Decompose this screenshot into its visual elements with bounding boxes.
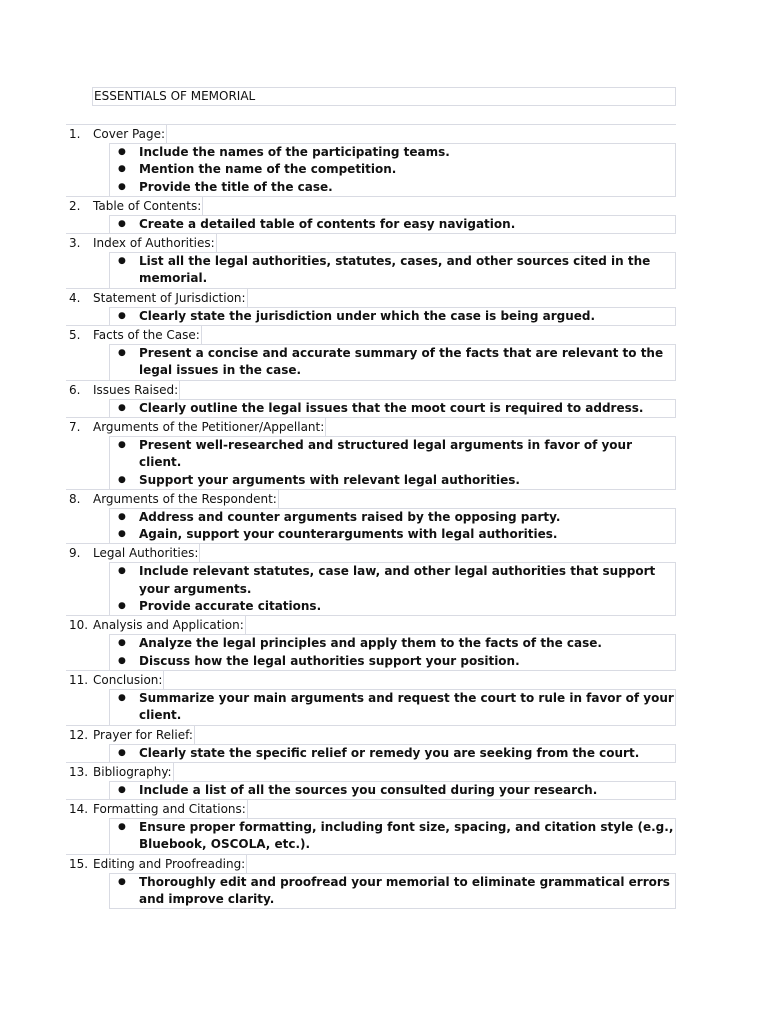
section-number: 7. <box>69 419 81 434</box>
bullet-icon: ● <box>118 218 126 229</box>
document-title: ESSENTIALS OF MEMORIAL <box>92 87 676 106</box>
list-item <box>110 253 675 288</box>
list-item-text: Address and counter arguments raised by the opposing party. <box>139 509 561 524</box>
section-number: 8. <box>69 491 81 506</box>
bullet-icon: ● <box>118 474 126 485</box>
list-item <box>110 745 675 762</box>
bullet-icon: ● <box>118 822 126 833</box>
bullet-icon: ● <box>118 402 126 413</box>
list-item-text: Include the names of the participating teams. <box>139 145 450 159</box>
bullet-list <box>109 344 676 380</box>
list-end-rule <box>109 908 676 909</box>
list-section-8 <box>66 489 676 544</box>
list-item <box>110 216 675 233</box>
list-item-text: List all the legal authorities, statutes, cases, and other sources cited in the memorial. <box>139 254 651 286</box>
section-number: 12. <box>69 727 89 742</box>
bullet-list <box>109 634 676 670</box>
section-label: Bibliography: <box>93 764 172 779</box>
section-number: 10. <box>69 618 89 633</box>
section-number: 6. <box>69 382 81 397</box>
list-item-text: Provide the title of the case. <box>139 179 333 194</box>
section-label: Index of Authorities: <box>93 236 215 251</box>
section-number: 3. <box>69 236 81 251</box>
list-section-13 <box>66 762 676 799</box>
bullet-icon: ● <box>118 164 126 175</box>
list-item-text: Clearly state the specific relief or remedy you are seeking from the court. <box>139 745 640 760</box>
section-heading <box>66 543 676 562</box>
list-item <box>110 509 675 526</box>
bullet-list <box>109 252 676 288</box>
bullet-icon: ● <box>118 876 126 887</box>
section-number: 13. <box>69 764 89 779</box>
list-item-text: Present a concise and accurate summary of the facts that are relevant to the legal issues in the case. <box>139 346 664 378</box>
section-number: 9. <box>69 546 81 561</box>
list-item-text: Clearly outline the legal issues that the moot court is required to address. <box>139 400 644 415</box>
list-item <box>110 690 675 725</box>
bullet-icon: ● <box>118 784 126 795</box>
list-item-text: Thoroughly edit and proofread your memorial to eliminate grammatical errors and improve clarity. <box>139 874 670 907</box>
bullet-icon: ● <box>118 655 126 666</box>
list-section-6 <box>66 380 676 417</box>
section-heading <box>66 854 676 873</box>
section-label: Cover Page: <box>93 127 166 141</box>
section-number: 5. <box>69 328 81 343</box>
bullet-list <box>109 562 676 615</box>
list-section-2 <box>66 196 676 233</box>
bullet-list <box>109 143 676 196</box>
bullet-list <box>109 307 676 325</box>
list-item <box>110 526 675 543</box>
list-item <box>110 472 675 489</box>
list-section-11 <box>66 670 676 725</box>
bullet-icon: ● <box>118 310 126 321</box>
list-section-12 <box>66 725 676 762</box>
bullet-icon: ● <box>118 256 126 267</box>
list-section-14 <box>66 799 676 854</box>
section-label: Arguments of the Respondent: <box>93 491 277 506</box>
list-item <box>110 563 675 598</box>
list-section-10 <box>66 615 676 670</box>
list-item-text: Again, support your counterarguments with legal authorities. <box>139 527 558 542</box>
list-item-text: Support your arguments with relevant legal authorities. <box>139 472 520 487</box>
list-item-text: Present well-researched and structured legal arguments in favor of your client. <box>139 437 633 470</box>
section-heading <box>66 380 676 399</box>
bullet-icon: ● <box>118 181 126 192</box>
section-label: Arguments of the Petitioner/Appellant: <box>93 419 325 434</box>
section-label: Conclusion: <box>93 672 163 687</box>
section-label: Statement of Jurisdiction: <box>93 290 246 305</box>
section-heading <box>66 799 676 818</box>
list-item-text: Include a list of all the sources you consulted during your research. <box>139 782 598 797</box>
list-item-text: Clearly state the jurisdiction under which the case is being argued. <box>139 308 596 323</box>
list-item <box>110 653 675 670</box>
list-item <box>110 400 675 417</box>
list-section-3 <box>66 233 676 288</box>
list-item <box>110 874 675 909</box>
list-item-text: Provide accurate citations. <box>139 599 322 614</box>
section-label: Prayer for Relief: <box>93 727 193 742</box>
bullet-icon: ● <box>118 348 126 359</box>
list-item <box>110 437 675 472</box>
list-item <box>110 782 675 799</box>
section-heading <box>66 615 676 634</box>
bullet-icon: ● <box>118 601 126 612</box>
list-item <box>110 144 675 161</box>
section-heading <box>66 124 676 143</box>
bullet-icon: ● <box>118 439 126 450</box>
section-label: Legal Authorities: <box>93 546 199 561</box>
section-heading <box>66 196 676 215</box>
list-item <box>110 179 675 196</box>
bullet-list <box>109 689 676 725</box>
bullet-icon: ● <box>118 529 126 540</box>
list-item <box>110 635 675 652</box>
section-number: 14. <box>69 802 89 817</box>
list-item <box>110 308 675 325</box>
section-heading <box>66 288 676 307</box>
section-label: Editing and Proofreading: <box>93 856 246 871</box>
section-label: Analysis and Application: <box>93 618 244 633</box>
bullet-list <box>109 781 676 799</box>
bullet-icon: ● <box>118 692 126 703</box>
list-section-5 <box>66 325 676 380</box>
section-label: Facts of the Case: <box>93 328 200 343</box>
section-number: 2. <box>69 198 81 213</box>
list-section-9 <box>66 543 676 615</box>
section-label: Table of Contents: <box>93 198 202 213</box>
list-item-text: Ensure proper formatting, including font size, spacing, and citation style (e.g., Bluebook, OSCOLA, etc.). <box>139 820 674 852</box>
list-item-text: Include relevant statutes, case law, and other legal authorities that support your arguments. <box>139 564 656 596</box>
bullet-list <box>109 818 676 854</box>
section-heading <box>66 489 676 508</box>
list-item-text: Analyze the legal principles and apply them to the facts of the case. <box>139 636 602 651</box>
section-label: Formatting and Citations: <box>93 802 246 817</box>
bullet-list <box>109 436 676 489</box>
section-heading <box>66 725 676 744</box>
bullet-list <box>109 215 676 233</box>
section-heading <box>66 762 676 781</box>
section-label: Issues Raised: <box>93 382 179 397</box>
essentials-list <box>66 124 676 909</box>
list-item <box>110 819 675 854</box>
bullet-list <box>109 873 676 909</box>
section-heading <box>66 325 676 344</box>
bullet-icon: ● <box>118 638 126 649</box>
section-heading <box>66 670 676 689</box>
list-item-text: Mention the name of the competition. <box>139 162 397 177</box>
bullet-icon: ● <box>118 747 126 758</box>
list-item <box>110 161 675 178</box>
section-number: 11. <box>69 672 89 687</box>
list-section-1 <box>66 124 676 196</box>
section-heading <box>66 233 676 252</box>
list-item-text: Create a detailed table of contents for easy navigation. <box>139 216 516 231</box>
section-heading <box>66 417 676 436</box>
section-number: 15. <box>69 856 89 871</box>
bullet-icon: ● <box>118 147 126 157</box>
list-section-15 <box>66 854 676 909</box>
list-item-text: Discuss how the legal authorities support your position. <box>139 653 520 668</box>
bullet-icon: ● <box>118 511 126 522</box>
bullet-list <box>109 744 676 762</box>
bullet-list <box>109 399 676 417</box>
section-number: 1. <box>69 127 81 141</box>
list-section-7 <box>66 417 676 489</box>
list-item <box>110 345 675 380</box>
bullet-icon: ● <box>118 566 126 577</box>
list-item <box>110 598 675 615</box>
section-number: 4. <box>69 290 81 305</box>
list-section-4 <box>66 288 676 325</box>
list-item-text: Summarize your main arguments and request the court to rule in favor of your client. <box>139 690 674 723</box>
bullet-list <box>109 508 676 544</box>
